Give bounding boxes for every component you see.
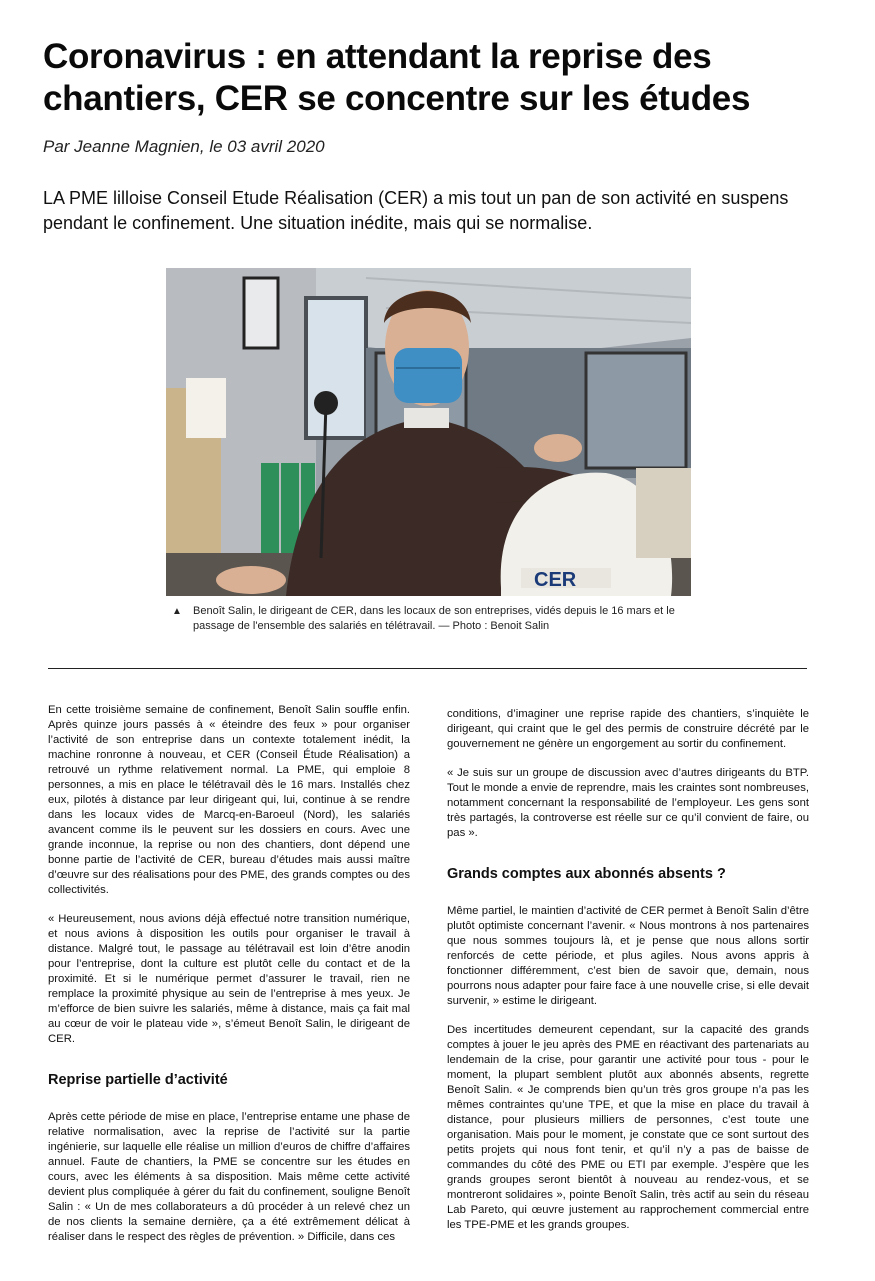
body-column-right (447, 707, 809, 1247)
body-column-left (48, 703, 410, 1259)
section-heading: Reprise partielle d’activité (48, 1072, 228, 1088)
photo-caption (172, 604, 692, 634)
body-paragraph: Même partiel, le maintien d’activité de CER permet à Benoît Salin d’être plutôt optimiste concernant l’avenir. « Nous montrons à nos partenaires que nous sommes toujours là, et je pense que nous allons sortir renforcés de cette période, et plus agiles. Nous avons appris à fonctionner différemment, c’est bien de savoir que, demain, nous pourrons nous adapter pour faire face à une nouvelle crise, si elle devait survenir, » estime le dirigeant. (447, 905, 809, 1007)
body-paragraph: Après cette période de mise en place, l’entreprise entame une phase de relative normalisation, avec la reprise de l’activité sur la partie ingénierie, sur laquelle elle réalise un million d’euros de chiffre d’affaires annuel. Faute de chantiers, la PME se concentre sur les études en cours, avec les éléments à sa disposition. Mais même cette activité devient plus compliquée à gérer du fait du confinement, souligne Benoît Salin : « Un de mes collaborateurs a dû procéder à un relevé chez un de nos clients la semaine dernière, ça a été extrêmement délicat à réaliser dans le respect des règles de prévention. » Difficile, dans ces (48, 1111, 410, 1243)
section-divider (48, 668, 807, 669)
body-paragraph: « Je suis sur un groupe de discussion avec d’autres dirigeants du BTP. Tout le monde a envie de reprendre, mais les craintes sont nombreuses, notamment concernant la responsabilité de l’employeur. Les gens sont très partagés, la controverse est réelle sur ce qu’il convient de faire, ou pas ». (447, 767, 809, 839)
caption-text: Benoît Salin, le dirigeant de CER, dans les locaux de son entreprises, vidés depuis le 16 mars et le passage de l'ensemble des salariés en télétravail. — Photo : Benoit Salin (193, 605, 675, 632)
body-paragraph: Des incertitudes demeurent cependant, sur la capacité des grands comptes à jouer le jeu après des PME en réactivant des partenariats au lendemain de la crise, pour garantir une activité pour tous - pour le moment, la plupart semblent plutôt aux abonnés absents, regrette Benoît Salin. « Je comprends bien qu’un très gros groupe n’a pas les mêmes contraintes qu’une TPE, et que la mise en place du travail à distance, pour plusieurs milliers de personnes, c’est toute une organisation. Mais pour le moment, je constate que ce sont surtout des petits projets qui nous font tenir, et qu’il n’y a pas de baisse de commandes du côté des PME ou ETI par exemple. J’espère que les grands groupes seront bientôt à nouveau au rendez-vous, et se montreront solidaires », pointe Benoît Salin, très actif au sein du réseau Lab Pareto, qui œuvre justement au rapprochement commercial entre les TPE-PME et les grands groupes. (447, 1024, 809, 1231)
article-lede: LA PME lilloise Conseil Etude Réalisation (CER) a mis tout un pan de son activité en suspens pendant le confinement. Une situation inédite, mais qui se normalise. (43, 188, 789, 233)
section-heading: Grands comptes aux abonnés absents ? (447, 866, 726, 882)
body-paragraph: En cette troisième semaine de confinement, Benoît Salin souffle enfin. Après quinze jours passés à « éteindre des feux » pour organiser l’activité de son entreprise dans un contexte totalement inédit, la machine ronronne à nouveau, et CER (Conseil Étude Réalisation) a retrouvé un rythme relativement normal. La PME, qui emploie 8 personnes, a mis en place le télétravail dès le 16 mars. Installés chez eux, pilotés à distance par leur dirigeant qui, lui, continue à se rendre dans les locaux vides de Marcq-en-Baroeul (Nord), les salariés avancent comme ils le peuvent sur les dossiers en cours. Avec une grande inconnue, la reprise ou non des chantiers, dont dépend une bonne partie de l’activité de CER, bureau d’études mais aussi maître d’œuvre sur des réalisations pour des PME, des grands comptes ou des collectivités. (48, 704, 410, 896)
article-byline: Par Jeanne Magnien, le 03 avril 2020 (43, 137, 325, 156)
article-photo (166, 268, 691, 596)
caption-marker-icon: ▲ (172, 606, 182, 617)
photo-logo-text: CER (534, 569, 577, 591)
article-title: Coronavirus : en attendant la reprise des chantiers, CER se concentre sur les études (43, 37, 751, 118)
body-paragraph: « Heureusement, nous avions déjà effectué notre transition numérique, et nous avions à disposition les outils pour organiser le travail à distance. Malgré tout, le passage au télétravail est loin d’être anodin pour l’entreprise, dont la culture est plutôt celle du contact et de la proximité. Et si le numérique permet d’assurer le travail, rien ne remplace la proximité physique au sein de l’entreprise à mes yeux. Je m’efforce de bien suivre les salariés, même à distance, mais ça fait mal au cœur de voir le plateau vide », s’émeut Benoît Salin, le dirigeant de CER. (48, 913, 410, 1045)
body-paragraph: conditions, d’imaginer une reprise rapide des chantiers, s’inquiète le dirigeant, qui craint que le gel des permis de construire décrété par le gouvernement ne génère un engorgement au sortir du confinement. (447, 708, 809, 750)
